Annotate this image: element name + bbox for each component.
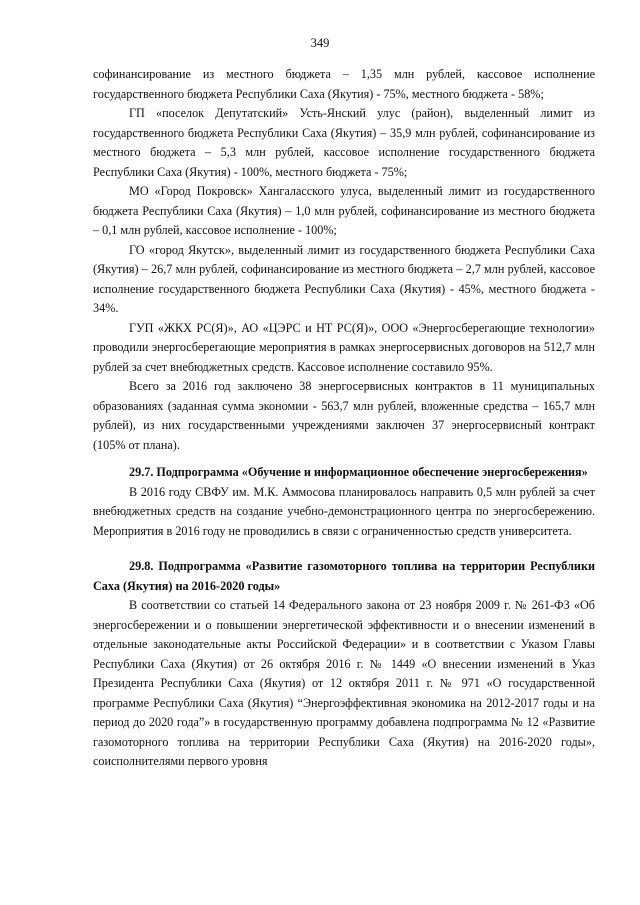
document-body [93, 65, 595, 772]
paragraph: В 2016 году СВФУ им. М.К. Аммосова планировалось направить 0,5 млн рублей за счет внебюджетных средств на создание учебно-демонстрационного центра по энергосбережению. Мероприятия в 2016 году не проводились в связи с ограниченностью средств университета. [93, 484, 595, 538]
paragraph: Всего за 2016 год заключено 38 энергосервисных контрактов в 11 муниципальных образованиях (заданная сумма экономии - 563,7 млн рублей, вложенные средства – 165,7 млн рублей), из них государственными учреждениями заключен 37 энергосервисный контракт (105% от плана). [93, 379, 595, 452]
paragraph: МО «Город Покровск» Хангаласского улуса, выделенный лимит из государственного бюджета Республики Саха (Якутия) – 1,0 млн рублей, софинансирование из местного бюджета – 0,1 млн рублей, кассовое исполнение - 100%; [93, 184, 595, 237]
paragraph: В соответствии со статьей 14 Федерального закона от 23 ноября 2009 г. № 261-ФЗ «Об энергосбережении и о повышении энергетической эффективности и о внесении изменений в отдельные законодательные акты Российской Федерации» и в соответствии с Указом Главы Республики Саха (Якутия) от 26 октября 2016 г. № 1449 «О внесении изменений в Указ Президента Республики Саха (Якутия) от 12 октября 2011 г. № 971 «О государственной программе Республики Саха (Якутия) “Энергоэффективная экономика на 2012-2017 годы и на период до 2020 года”» в государственную программу добавлена подпрограмма № 12 «Развитие газомоторного топлива на территории Республики Саха (Якутия) на 2016-2020 годы», соисполнителями первого уровня [93, 598, 595, 768]
section-heading: 29.8. Подпрограмма «Развитие газомоторного топлива на территории Республики Саха (Якутия) на 2016-2020 годы» [93, 559, 595, 593]
page-number: 349 [310, 36, 330, 50]
paragraph: софинансирование из местного бюджета – 1,35 млн рублей, кассовое исполнение государственного бюджета Республики Саха (Якутия) - 75%, местного бюджета - 58%; [93, 67, 595, 101]
paragraph: ГУП «ЖКХ РС(Я)», АО «ЦЭРС и НТ РС(Я)», ООО «Энергосберегающие технологии» проводили энергосберегающие мероприятия в рамках энергосервисных договоров на 512,7 млн рублей за счет внебюджетных средств. Кассовое исполнение составило 95%. [93, 320, 595, 374]
paragraph: ГП «поселок Депутатский» Усть-Янский улус (район), выделенный лимит из государственного бюджета Республики Саха (Якутия) – 35,9 млн рублей, софинансирование из местного бюджета – 5,3 млн рублей, кассовое исполнение государственного бюджета Республики Саха (Якутия) - 100%, местного бюджета - 75%; [93, 106, 595, 179]
section-heading: 29.7. Подпрограмма «Обучение и информационное обеспечение энергосбережения» [129, 465, 588, 479]
paragraph: ГО «город Якутск», выделенный лимит из государственного бюджета Республики Саха (Якутия) – 26,7 млн рублей, софинансирование из местного бюджета – 2,7 млн рублей, кассовое исполнение государственного бюджета Республики Саха (Якутия) - 45%, местного бюджета - 34%. [93, 242, 595, 315]
